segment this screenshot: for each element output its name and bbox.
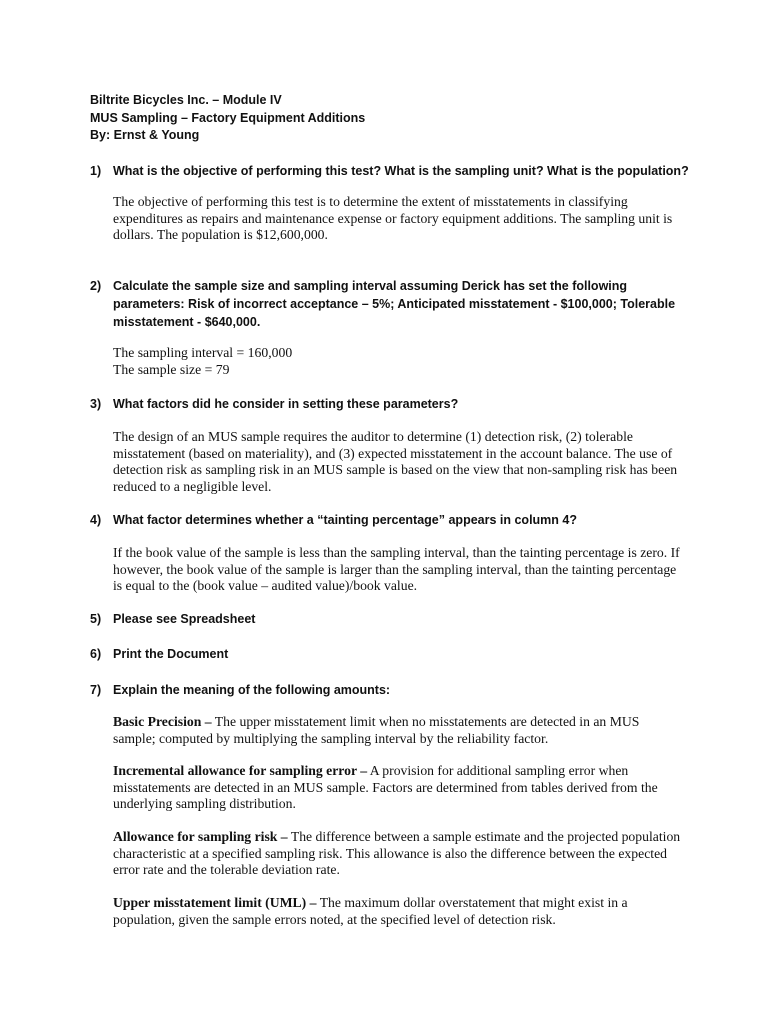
answer-2 bbox=[113, 345, 683, 378]
definition-uml bbox=[113, 895, 683, 928]
question-number: 1) bbox=[90, 164, 102, 178]
definition-term: Basic Precision – bbox=[113, 714, 212, 729]
definition-text: The difference between a sample estimate and the projected population characteristic at a specified sampling risk. This allowance is also the difference between the expected error rate and the tolerable deviation rate. bbox=[113, 829, 681, 877]
definition-text: A provision for additional sampling error when misstatements are detected in an MUS sample. Factors are determined from tables derived from the underlying sampling distribution. bbox=[113, 763, 658, 811]
question-number: 7) bbox=[90, 683, 102, 697]
question-text: Explain the meaning of the following amounts: bbox=[113, 683, 391, 697]
definition-incremental-allowance bbox=[113, 763, 683, 813]
question-text: Please see Spreadsheet bbox=[113, 612, 256, 626]
question-number: 4) bbox=[90, 513, 102, 527]
question-5 bbox=[90, 610, 690, 628]
question-text: Calculate the sample size and sampling interval assuming Derick has set the following parameters: Risk of incorrect acceptance – 5%; Anticipated misstatement - $100,000; Tolerable misstatement - $640,000. bbox=[113, 279, 676, 329]
question-4 bbox=[90, 511, 690, 529]
question-text: What factor determines whether a “tainting percentage” appears in column 4? bbox=[113, 513, 577, 527]
question-text: What is the objective of performing this test? What is the sampling unit? What is the population? bbox=[113, 164, 689, 178]
question-number: 6) bbox=[90, 647, 102, 661]
question-1 bbox=[90, 162, 690, 180]
question-number: 3) bbox=[90, 397, 102, 411]
definition-allowance-sampling-risk bbox=[113, 829, 683, 879]
question-2 bbox=[90, 277, 690, 331]
definition-text: The maximum dollar overstatement that might exist in a population, given the sample errors noted, at the specified level of detection risk. bbox=[113, 895, 628, 927]
answer-1 bbox=[113, 194, 683, 244]
answer-text: The objective of performing this test is to determine the extent of misstatements in classifying expenditures as repairs and maintenance expense or factory equipment additions. The sampling unit is dollars. The population is $12,600,000. bbox=[113, 194, 673, 242]
definition-term: Allowance for sampling risk – bbox=[113, 829, 288, 844]
question-number: 2) bbox=[90, 279, 102, 293]
question-6 bbox=[90, 645, 690, 663]
question-3 bbox=[90, 395, 690, 413]
question-text: Print the Document bbox=[113, 647, 229, 661]
answer-interval: The sampling interval = 160,000 bbox=[113, 345, 293, 360]
question-7 bbox=[90, 681, 690, 699]
question-text: What factors did he consider in setting these parameters? bbox=[113, 397, 459, 411]
answer-4 bbox=[113, 545, 683, 595]
question-number: 5) bbox=[90, 612, 102, 626]
header-subtitle: MUS Sampling – Factory Equipment Additions bbox=[90, 110, 366, 125]
answer-sample-size: The sample size = 79 bbox=[113, 361, 230, 377]
header-author: By: Ernst & Young bbox=[90, 128, 200, 142]
answer-text: If the book value of the sample is less than the sampling interval, than the tainting percentage is zero. If however, the book value of the sample is larger than the sampling interval, than the tainting percentage is equal to the (book value – audited value)/book value. bbox=[113, 545, 680, 593]
answer-3 bbox=[113, 429, 683, 495]
header-title: Biltrite Bicycles Inc. – Module IV bbox=[90, 93, 282, 107]
definition-text: The upper misstatement limit when no misstatements are detected in an MUS sample; computed by multiplying the sampling interval by the reliability factor. bbox=[113, 714, 640, 746]
definition-term: Incremental allowance for sampling error – bbox=[113, 763, 368, 778]
document-header bbox=[90, 92, 710, 145]
definition-term: Upper misstatement limit (UML) – bbox=[113, 895, 317, 910]
definition-basic-precision bbox=[113, 714, 683, 747]
answer-text: The design of an MUS sample requires the auditor to determine (1) detection risk, (2) tolerable misstatement (based on materiality), and (3) expected misstatement in the account balance. The use of detection risk as sampling risk in an MUS sample is based on the view that non-sampling risk has been reduced to a negligible level. bbox=[113, 429, 678, 494]
